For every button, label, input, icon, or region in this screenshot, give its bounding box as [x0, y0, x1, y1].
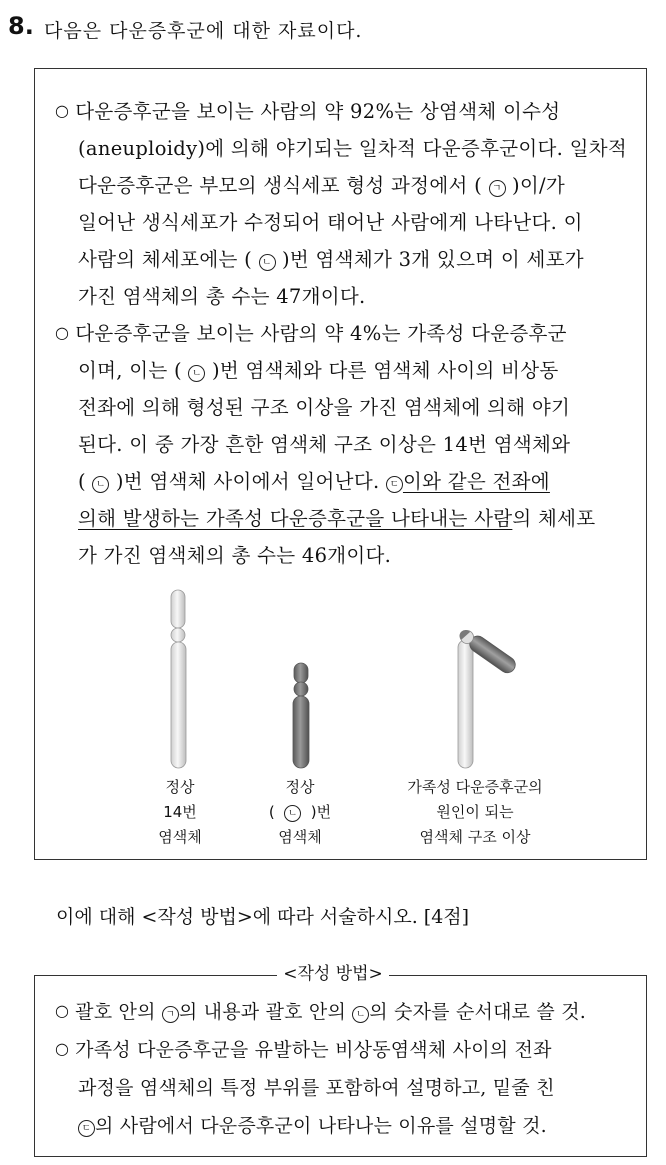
underlined-text: 이와 같은 전좌에 — [402, 470, 550, 493]
method-line: ○ 괄호 안의 ㄱ 의 내용과 괄호 안의 ㄴ 의 숫자를 순서대로 쓸 것. — [55, 1001, 587, 1023]
marker-c-icon: ㄷ — [386, 476, 403, 493]
instruction-text: 이에 대해 <작성 방법>에 따라 서술하시오. [4점] — [56, 906, 470, 928]
material-line: ( ㄴ )번 염색체 사이에서 일어난다. ㄷ 이와 같은 전좌에 — [78, 470, 550, 493]
marker-b-icon: ㄴ — [284, 805, 301, 822]
marker-c-icon: ㄷ — [78, 1120, 95, 1137]
chromosome-figure — [140, 585, 560, 775]
normal-chromosome-21 — [293, 663, 309, 768]
marker-a-icon: ㄱ — [489, 180, 506, 197]
material-line: 사람의 체세포에는 ( ㄴ )번 염색체가 3개 있으며 이 세포가 — [78, 248, 584, 271]
marker-a-icon: ㄱ — [162, 1006, 179, 1023]
method-line: 과정을 염색체의 특정 부위를 포함하여 설명하고, 밑줄 친 — [78, 1077, 555, 1099]
material-line: 된다. 이 중 가장 흔한 염색체 구조 이상은 14번 염색체와 — [78, 433, 571, 456]
material-line: 가 가진 염색체의 총 수는 46개이다. — [78, 544, 392, 567]
material-line: ○ 다운증후군을 보이는 사람의 약 4%는 가족성 다운증후군 — [55, 322, 567, 345]
marker-b-icon: ㄴ — [259, 254, 276, 271]
question-title: 다음은 다운증후군에 대한 자료이다. — [44, 20, 363, 42]
method-title: <작성 방법> — [0, 959, 666, 984]
material-line: 일어난 생식세포가 수정되어 태어난 사람에게 나타난다. 이 — [78, 211, 583, 234]
material-line: 의해 발생하는 가족성 다운증후군을 나타내는 사람의 체세포 — [78, 507, 596, 530]
method-line: ○ 가족성 다운증후군을 유발하는 비상동염색체 사이의 전좌 — [55, 1039, 552, 1061]
caption-translocation: 가족성 다운증후군의 원인이 되는 염색체 구조 이상 — [407, 778, 543, 846]
marker-b-icon: ㄴ — [92, 476, 109, 493]
underlined-text: 의해 발생하는 가족성 다운증후군을 나타내는 사람 — [78, 507, 513, 530]
marker-b-icon: ㄴ — [188, 365, 205, 382]
material-line: ○ 다운증후군을 보이는 사람의 약 92%는 상염색체 이수성 — [55, 100, 561, 123]
material-line: (aneuploidy)에 의해 야기되는 일차적 다운증후군이다. 일차적 — [78, 137, 628, 160]
caption-normal-14: 정상 14번 염색체 — [158, 778, 202, 846]
question-number: 8. — [8, 12, 34, 40]
material-line: 이며, 이는 ( ㄴ )번 염색체와 다른 염색체 사이의 비상동 — [78, 359, 559, 382]
caption-normal-b: 정상 ( ㄴ )번 염색체 — [268, 778, 332, 846]
material-line: 다운증후군은 부모의 생식세포 형성 과정에서 ( ㄱ )이/가 — [78, 174, 566, 197]
material-line: 가진 염색체의 총 수는 47개이다. — [78, 285, 366, 308]
translocation-chromosome — [458, 630, 518, 768]
method-line: ㄷ 의 사람에서 다운증후군이 나타나는 이유를 설명할 것. — [78, 1111, 547, 1138]
material-line: 전좌에 의해 형성된 구조 이상을 가진 염색체에 의해 야기 — [78, 396, 571, 419]
normal-chromosome-14 — [171, 590, 186, 768]
marker-b-icon: ㄴ — [352, 1006, 369, 1023]
